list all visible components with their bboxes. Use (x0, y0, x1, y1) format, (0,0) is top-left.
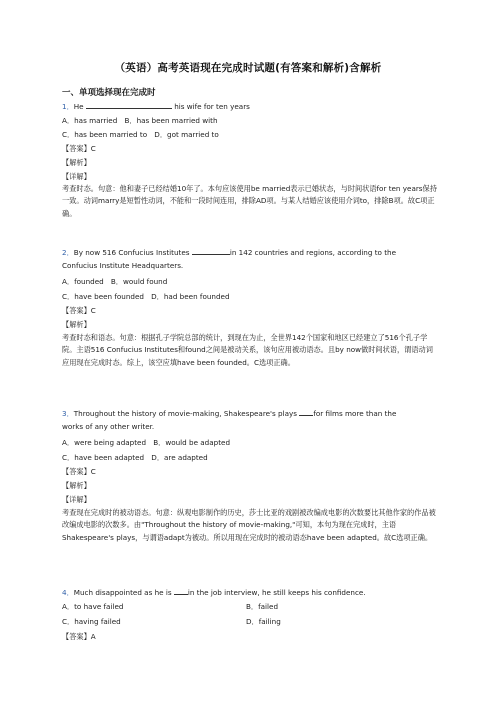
question-number: 1． (62, 102, 74, 111)
section-heading: 一、单项选择现在完成时 (62, 88, 156, 98)
answer-blank (192, 247, 230, 255)
question-3-options-ab: A．were being adapted B．would be adapted (62, 438, 231, 447)
question-2-analysis-label: 【解析】 (62, 320, 91, 329)
question-number: 4． (62, 588, 74, 597)
question-3-options-cd: C．have been adapted D．are adapted (62, 453, 208, 462)
question-1-answer: 【答案】C (62, 144, 96, 153)
question-3-detail-label: 【详解】 (62, 495, 91, 504)
question-4-stem: 4．Much disappointed as he is in the job interview, he still keeps his confidence. (62, 588, 366, 597)
document-title: （英语）高考英语现在完成时试题(有答案和解析)含解析 (114, 62, 382, 74)
question-3-stem-cont: works of any other writer. (62, 422, 155, 431)
question-2-stem: 2．By now 516 Confucius Institutes in 142 countries and regions, according to the (62, 248, 397, 257)
question-4-answer: 【答案】A (62, 632, 96, 641)
question-number: 2． (62, 248, 74, 257)
question-4-options-row2 (62, 617, 281, 627)
answer-blank (86, 101, 172, 109)
question-1-options-ab: A．has married B．has been married with (62, 116, 218, 125)
option-a: A．to have failed (62, 602, 124, 611)
question-3-analysis-label: 【解析】 (62, 481, 91, 490)
question-1-stem: 1．He his wife for ten years (62, 102, 250, 111)
question-2-options-cd: C．have been founded D．had been founded (62, 292, 230, 301)
question-2-answer: 【答案】C (62, 306, 96, 315)
question-2-stem-cont: Confucius Institute Headquarters. (62, 261, 184, 270)
question-3-explanation: 考查现在完成时的被动语态。句意：纵观电影制作的历史，莎士比亚的戏剧被改编成电影的次数要比其他作家的作品被改编成电影的次数多。由"Throughout the history of movie-making,"可知，本句为现在完成时，主语Shakespeare's plays，与谓语adapt为被动。所以用现在完成时的被动语态have been adapted。故C选项正确。 (62, 508, 436, 542)
answer-blank (174, 587, 188, 595)
question-3-stem: 3．Throughout the history of movie-making, Shakespeare's plays for films more than the (62, 409, 397, 418)
question-2-explanation: 考查时态和语态。句意：根据孔子学院总部的统计，到现在为止，全世界142个国家和地区已经建立了516个孔子学院。主语516 Confucius Institutes和found之间是被动关系，该句应用被动语态。且by now做时间状语，谓语动词应用现在完成时态。综上，该空应填have been founded。C选项正确。 (62, 333, 433, 367)
question-3-answer: 【答案】C (62, 467, 96, 476)
option-b: B．failed (246, 602, 279, 611)
option-c: C．having failed (62, 617, 121, 626)
question-1-explanation: 考查时态。句意：他和妻子已经结婚10年了。本句应该使用be married表示已婚状态，与时间状语for ten years保持一致。动词marry是短暂性动词，不能和一段时间连用，排除AD项。与某人结婚应该使用介词to，排除B项。故C项正确。 (62, 184, 437, 218)
question-4-options-row1 (62, 602, 279, 612)
question-1-detail-label: 【详解】 (62, 172, 91, 181)
option-d: D．failing (246, 617, 281, 626)
question-number: 3． (62, 409, 74, 418)
question-1-analysis-label: 【解析】 (62, 158, 91, 167)
answer-blank (299, 408, 313, 416)
question-2-options-ab: A．founded B．would found (62, 277, 168, 286)
question-1-options-cd: C．has been married to D．got married to (62, 130, 219, 139)
